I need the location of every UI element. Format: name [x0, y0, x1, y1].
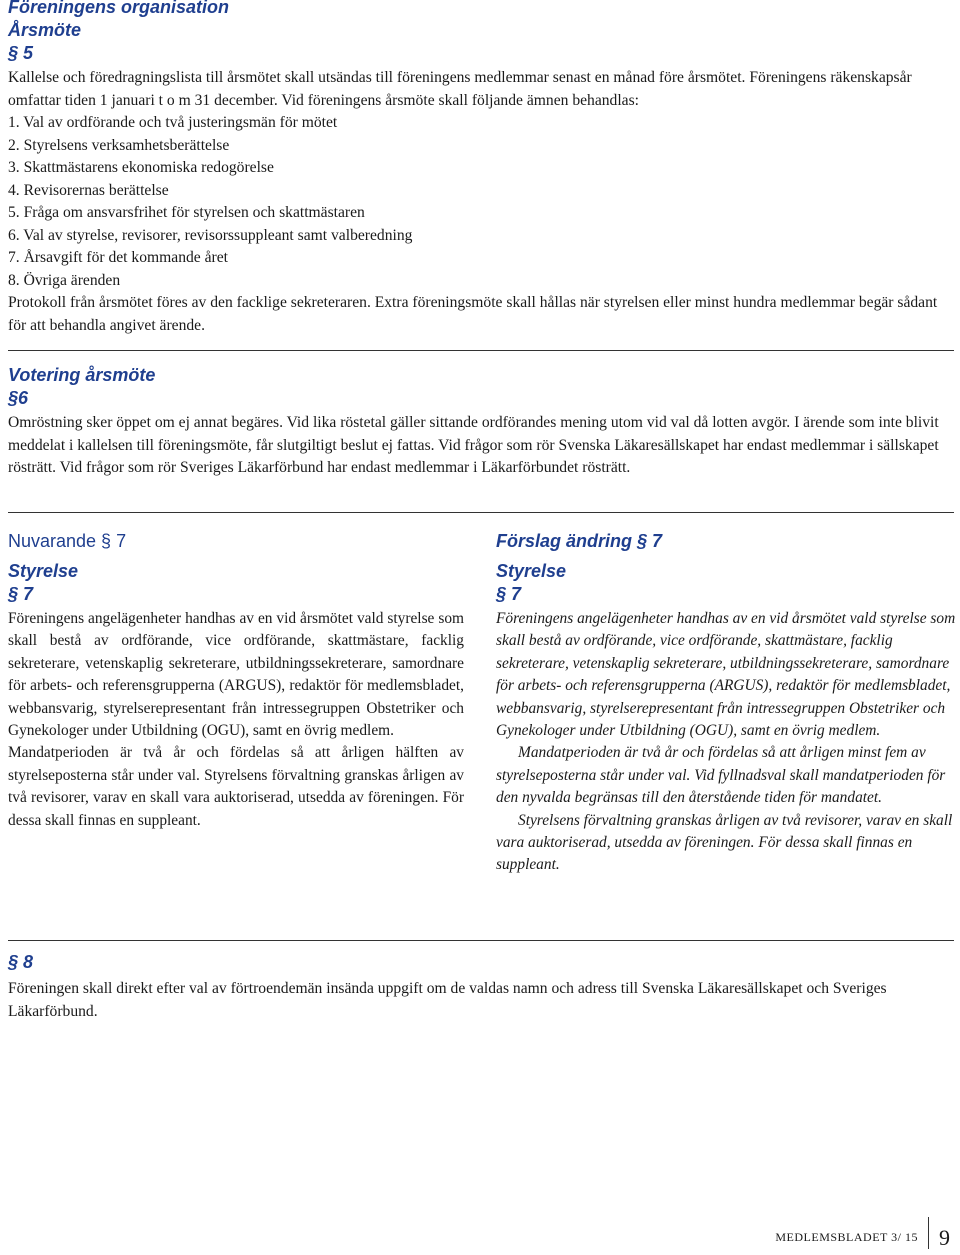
- current-heading: Nuvarande § 7: [8, 531, 127, 551]
- agenda-item: 1. Val av ordförande och två justeringsmän för mötet: [8, 114, 338, 131]
- voting-text: Omröstning sker öppet om ej annat begäres. Vid lika röstetal gäller sittande ordförandes mening utom vid val då lotten avgör. I ärende som inte blivit meddelat i kallelsen till föreningsmöte, får slutgiltigt beslut ej fattas. Vid frågor som rör Svenska Läkaresällskapet har endast medlemmar i sällskapet rösträtt. Vid frågor som rör Sveriges Läkarförbund har endast medlemmar i Läkarförbundet rösträtt.: [8, 414, 939, 476]
- page-footer: [775, 1217, 950, 1249]
- proposed-section-7: [496, 530, 956, 877]
- section-8-text: Föreningen skall direkt efter val av förtroendemän insända uppgift om de valdas namn och adress till Svenska Läkaresällskapet och Sveriges Läkarförbund.: [8, 980, 887, 1020]
- footer-divider: [928, 1217, 929, 1249]
- agenda-item: 5. Fråga om ansvarsfrihet för styrelsen och skattmästaren: [8, 204, 365, 221]
- proposal-section-7-label: § 7: [496, 584, 522, 604]
- agenda-item: 8. Övriga ärenden: [8, 271, 121, 289]
- annual-meeting-title: Årsmöte: [8, 20, 82, 40]
- agenda-item: 4. Revisorernas berättelse: [8, 181, 169, 199]
- agenda-item: 6. Val av styrelse, revisorer, revisorssuppleant samt valberedning: [8, 226, 413, 244]
- proposal-heading: Förslag ändring § 7: [496, 531, 663, 551]
- voting-title: Votering årsmöte: [8, 365, 156, 385]
- proposal-paragraph-2: Mandatperioden är två år och fördelas så att årligen minst fem av styrelseposterna står under val. Vid fyllnadsval skall mandatperioden för den nyvalda begränsas till den återstående tiden för mandatet.: [496, 744, 946, 807]
- divider: [8, 512, 954, 513]
- section-8-label: § 8: [8, 952, 34, 972]
- section-voting: [8, 364, 954, 480]
- divider: [8, 940, 954, 941]
- current-subtitle: Styrelse: [8, 561, 79, 581]
- current-section-7: [8, 530, 464, 832]
- agenda-item: 2. Styrelsens verksamhetsberättelse: [8, 136, 230, 154]
- annual-meeting-closing: Protokoll från årsmötet föres av den facklige sekreteraren. Extra föreningsmöte skall hållas när styrelsen eller minst hundra medlemmar begär sådant för att behandla angivet ärende.: [8, 294, 938, 334]
- agenda-item: 3. Skattmästarens ekonomiska redogörelse: [8, 159, 274, 176]
- agenda-item: 7. Årsavgift för det kommande året: [8, 249, 228, 266]
- section-5-label: § 5: [8, 43, 34, 63]
- page-number: 9: [939, 1225, 950, 1250]
- proposal-paragraph-3: Styrelsens förvaltning granskas årligen av två revisorer, varav en skall vara auktoriserad, utsedda av föreningen. För dessa skall finnas en suppleant.: [496, 811, 953, 874]
- publication-name: MEDLEMSBLADET 3/ 15: [775, 1230, 918, 1244]
- section-8: [8, 951, 954, 1023]
- agenda-list: [8, 112, 954, 292]
- proposal-subtitle: Styrelse: [496, 561, 567, 581]
- current-paragraph-1: Föreningens angelägenheter handhas av en vid årsmötet vald styrelse som skall bestå av ordförande, vice ordförande, skattmästare, facklig sekreterare, vetenskaplig sekreterare, utbildningssekreterare, samordnare för arbets- och referensgrupperna (ARGUS), redaktör för medlemsbladet, webbansvarig, styrelserepresentant från intressegruppen Obstetriker och Gynekologer under Utbildning (OGU), samt en övrig medlem.: [8, 610, 464, 740]
- page-title: Föreningens organisation: [8, 0, 230, 17]
- proposal-paragraph-1: Föreningens angelägenheter handhas av en vid årsmötet vald styrelse som skall bestå av ordförande, vice ordförande, skattmästare, facklig sekreterare, vetenskaplig sekreterare, utbildningssekreterare, samordnare för arbets- och referensgrupperna (ARGUS), redaktör för medlemsbladet, webbansvarig, styrelserepresentant från intressegruppen Obstetriker och Gynekologer under Utbildning (OGU), samt en övrig medlem.: [496, 610, 956, 740]
- section-annual-meeting: [8, 0, 954, 337]
- annual-meeting-intro: Kallelse och föredragningslista till årsmötet skall utsändas till föreningens medlemmar senast en månad före årsmötet. Föreningens räkenskapsår omfattar tiden 1 januari t o m 31 december. Vid föreningens årsmöte skall följande ämnen behandlas:: [8, 69, 912, 109]
- section-6-label: §6: [8, 388, 29, 408]
- divider: [8, 350, 954, 351]
- current-paragraph-2: Mandatperioden är två år och fördelas så att årligen hälften av styrelseposterna står under val. Styrelsens förvaltning granskas årligen av två revisorer, varav en skall vara auktoriserad, utsedda av föreningen. För dessa skall finnas en suppleant.: [8, 744, 464, 829]
- current-section-7-label: § 7: [8, 584, 34, 604]
